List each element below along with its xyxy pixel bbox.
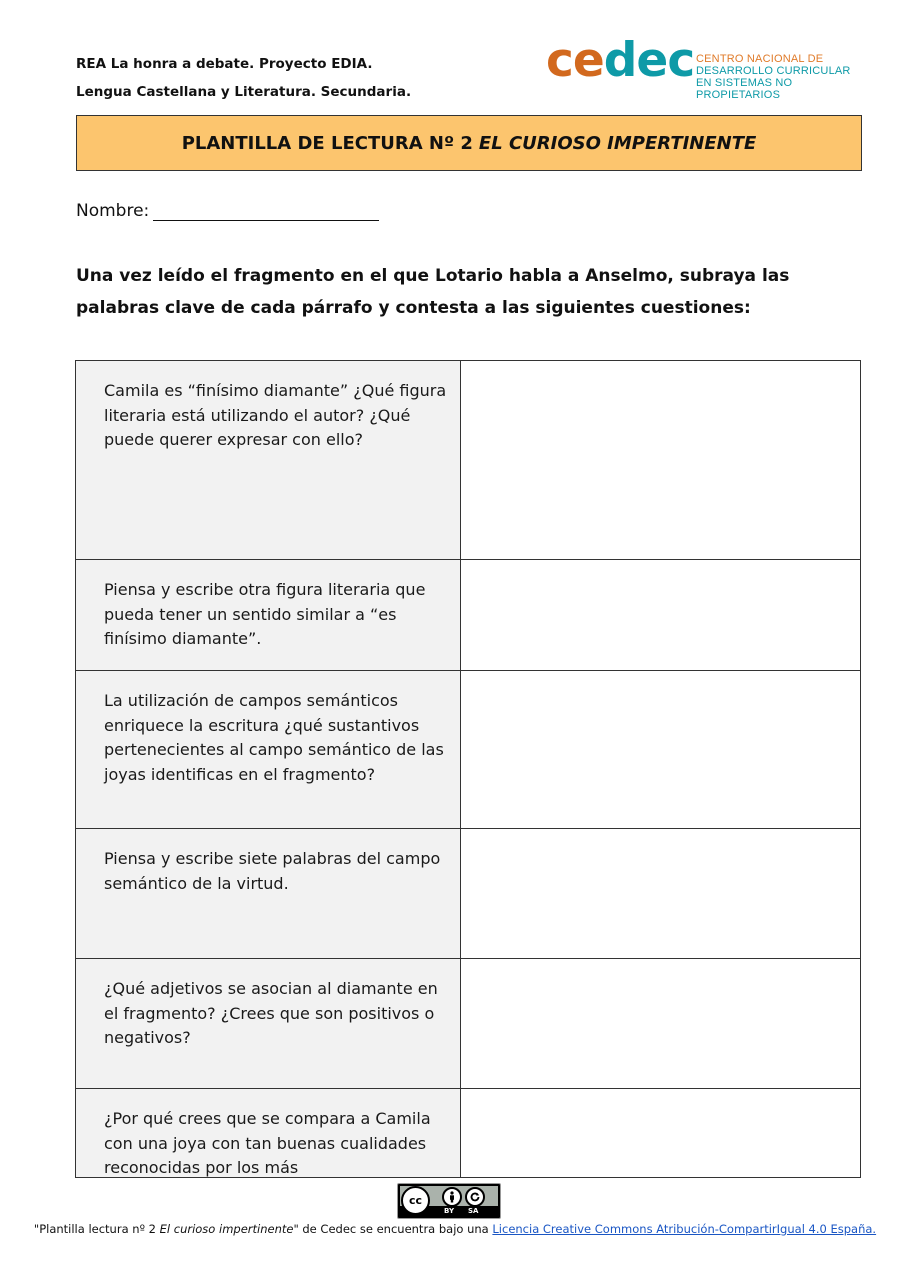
license-link[interactable]: Licencia Creative Commons Atribución-CompartirIgual 4.0 España. (492, 1222, 877, 1236)
table-row (76, 560, 861, 671)
cc-icon: cc (401, 1186, 430, 1215)
answer-cell[interactable] (461, 829, 861, 959)
table-row (76, 361, 861, 560)
title-main: PLANTILLA DE LECTURA Nº 2 (181, 132, 473, 154)
header-subject-line: Lengua Castellana y Literatura. Secundaria. (76, 84, 412, 100)
table-row (76, 671, 861, 829)
title-work: EL CURIOSO IMPERTINENTE (478, 132, 757, 154)
questions-table (75, 360, 861, 1178)
table-row (76, 959, 861, 1089)
share-alike-icon (465, 1187, 485, 1207)
footer-work-title: El curioso impertinente (159, 1222, 294, 1236)
question-cell: Camila es “finísimo diamante” ¿Qué figura literaria está utilizando el autor? ¿Qué puede querer expresar con ello? (76, 361, 461, 560)
question-cell (76, 1089, 461, 1178)
instructions: Una vez leído el fragmento en el que Lotario habla a Anselmo, subraya las palabras clave de cada párrafo y contesta a las siguientes cuestiones: (76, 266, 790, 318)
cedec-logo (546, 33, 876, 101)
sa-label: SA (468, 1207, 479, 1215)
answer-cell[interactable] (461, 671, 861, 829)
answer-cell[interactable] (461, 959, 861, 1089)
footer-prefix: "Plantilla lectura nº 2 (33, 1222, 160, 1236)
answer-cell[interactable] (461, 1089, 861, 1178)
page-title (76, 115, 862, 171)
table-row (76, 1089, 861, 1178)
name-field[interactable] (76, 201, 379, 221)
name-label: Nombre: (76, 201, 150, 221)
cedec-logo-word: cedec (546, 33, 695, 88)
answer-cell[interactable] (461, 361, 861, 560)
answer-cell[interactable] (461, 560, 861, 671)
question-cell: Piensa y escribe siete palabras del campo semántico de la virtud. (76, 829, 461, 959)
license-footer (0, 1222, 910, 1236)
question-text: ¿Por qué crees que se compara a Camila con una joya con tan buenas cualidades reconocidas por los más (104, 1109, 431, 1177)
by-label: BY (444, 1207, 455, 1215)
table-row (76, 829, 861, 959)
question-cell: La utilización de campos semánticos enriquece la escritura ¿qué sustantivos pertenecientes al campo semántico de las joyas identificas en el fragmento? (76, 671, 461, 829)
attribution-icon (442, 1187, 462, 1207)
document-header (76, 50, 411, 106)
cc-license-badge[interactable] (397, 1183, 501, 1219)
footer-middle: " de Cedec se encuentra bajo una (293, 1222, 493, 1236)
question-cell: Piensa y escribe otra figura literaria que pueda tener un sentido similar a “es finísimo diamante”. (76, 560, 461, 671)
cedec-logo-subtitle: CENTRO NACIONAL DE DESARROLLO CURRICULAR EN SISTEMAS NO PROPIETARIOS (696, 53, 851, 101)
question-cell: ¿Qué adjetivos se asocian al diamante en el fragmento? ¿Crees que son positivos o negativos? (76, 959, 461, 1089)
header-project-line: REA La honra a debate. Proyecto EDIA. (76, 56, 373, 72)
name-blank-line[interactable] (153, 202, 379, 221)
